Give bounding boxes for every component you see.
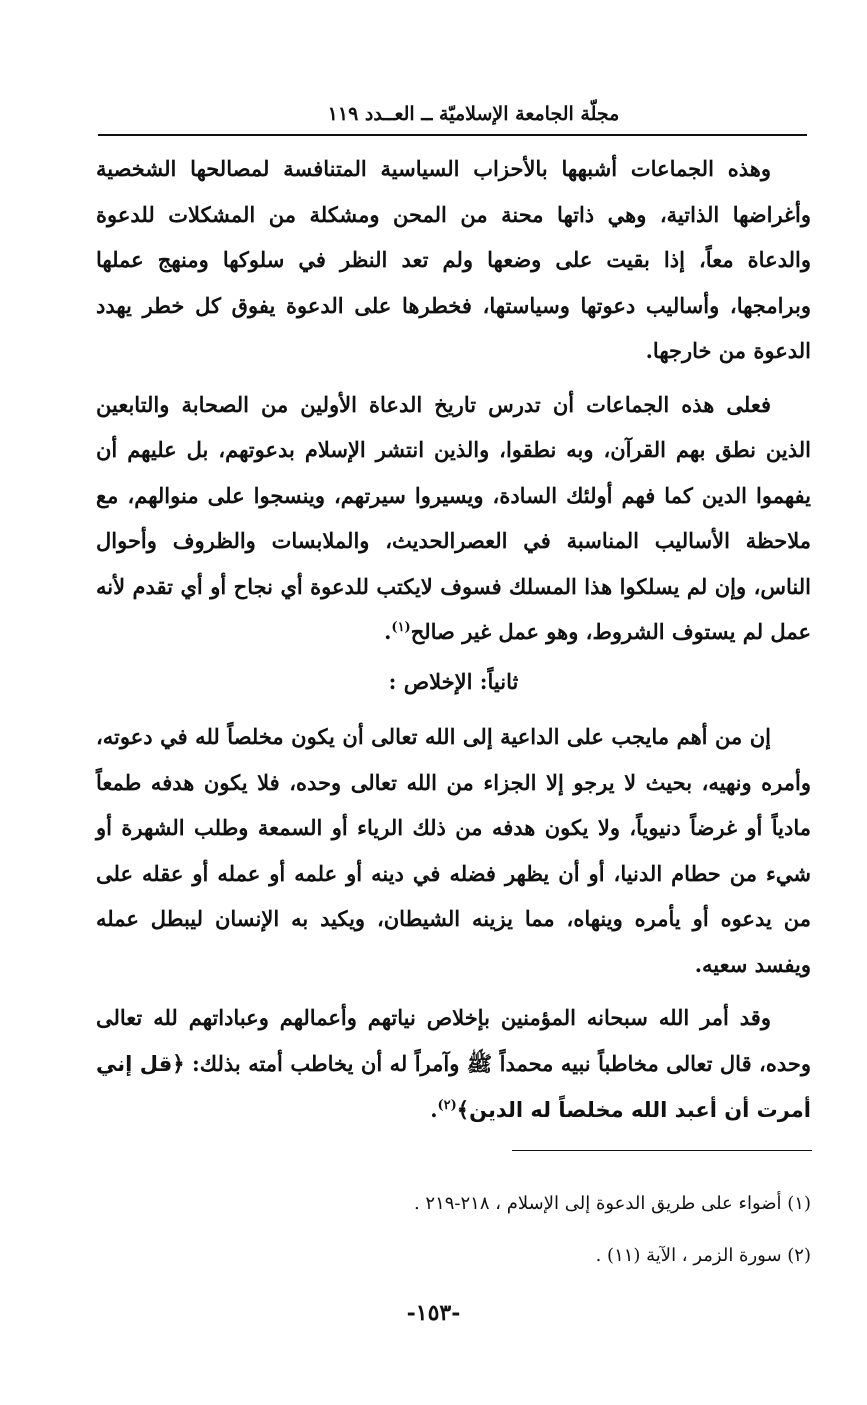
footnote-ref-1: (١) bbox=[391, 620, 411, 635]
paragraph-3: إن من أهم مايجب على الداعية إلى الله تعالى أن يكون مخلصاً لله في دعوته، وأمره ونهيه، بحيث لا يرجو إلا الجزاء من الله تعالى وحده، فلا يكون هدفه طمعاً مادياً أو غرضاً دنيوياً، ولا يكون هدفه من ذلك الرياء أو السمعة وطلب الشهرة أو شيء من حطام الدنيا، أو أن يظهر فضله في دينه أو علمه أو عمله أو عقله على من يدعوه أو يأمره وينهاه، مما يزينه الشيطان، ويكيد به الإنسان ليبطل عمله ويفسد سعيه. bbox=[96, 724, 811, 977]
running-header: مجلّة الجامعة الإسلاميّة ــ العــدد ١١٩ bbox=[327, 103, 620, 125]
footnote-rule bbox=[512, 1150, 812, 1151]
section-heading: ثانياً: الإخلاص : bbox=[388, 668, 519, 694]
header-rule bbox=[98, 134, 807, 136]
footnote-2: (٢) سورة الزمر ، الآية (١١) . bbox=[595, 1245, 811, 1266]
paragraph-4 bbox=[96, 995, 811, 1134]
paragraph-2-end: . bbox=[384, 619, 392, 644]
paragraph-1: وهذه الجماعات أشبهها بالأحزاب السياسية المتنافسة لمصالحها الشخصية وأغراضها الذاتية، وهي ذاتها محنة من المحن ومشكلة من المشكلات للدعوة والدعاة معاً، إذا بقيت على وضعها ولم تعد النظر في سلوكها ومنهج عملها وبرامجها، وأساليب دعوتها وسياستها، فخطرها على الدعوة يفوق كل خطر يهدد الدعوة من خارجها. bbox=[96, 156, 811, 363]
paragraph-2 bbox=[96, 382, 811, 655]
footnotes bbox=[96, 1178, 811, 1282]
body-text bbox=[96, 146, 811, 1142]
footnote-1: (١) أضواء على طريق الدعوة إلى الإسلام ، ٢١٨-٢١٩ . bbox=[413, 1193, 811, 1214]
paragraph-2-text: فعلى هذه الجماعات أن تدرس تاريخ الدعاة الأولين من الصحابة والتابعين الذين نطق بهم القرآن، وبه نطقوا، والذين انتشر الإسلام بدعوتهم، بل عليهم أن يفهموا الدين كما فهم أولئك السادة، ويسيروا سيرتهم، وينسجوا على منوالهم، مع ملاحظة الأساليب المناسبة في العصرالحديث، والملابسات والظروف وأحوال الناس، وإن لم يسلكوا هذا المسلك فسوف لايكتب للدعوة أي نجاح أو أي تقدم لأنه عمل لم يستوف الشروط، وهو عمل غير صالح bbox=[96, 391, 811, 644]
quran-quote: ﴿قل إني أمرت أن أعبد الله مخلصاً له الدين﴾ bbox=[96, 1051, 811, 1122]
page-number: -١٥٣- bbox=[406, 1300, 461, 1326]
paragraph-4-text: وقد أمر الله سبحانه المؤمنين بإخلاص نياتهم وأعمالهم وعباداتهم لله تعالى وحده، قال تعالى مخاطباً نبيه محمداً ﷺ وآمراً له أن يخاطب أمته بذلك: bbox=[96, 1005, 811, 1076]
footnote-ref-2: (٢) bbox=[437, 1098, 457, 1113]
paragraph-4-end: . bbox=[430, 1097, 438, 1122]
